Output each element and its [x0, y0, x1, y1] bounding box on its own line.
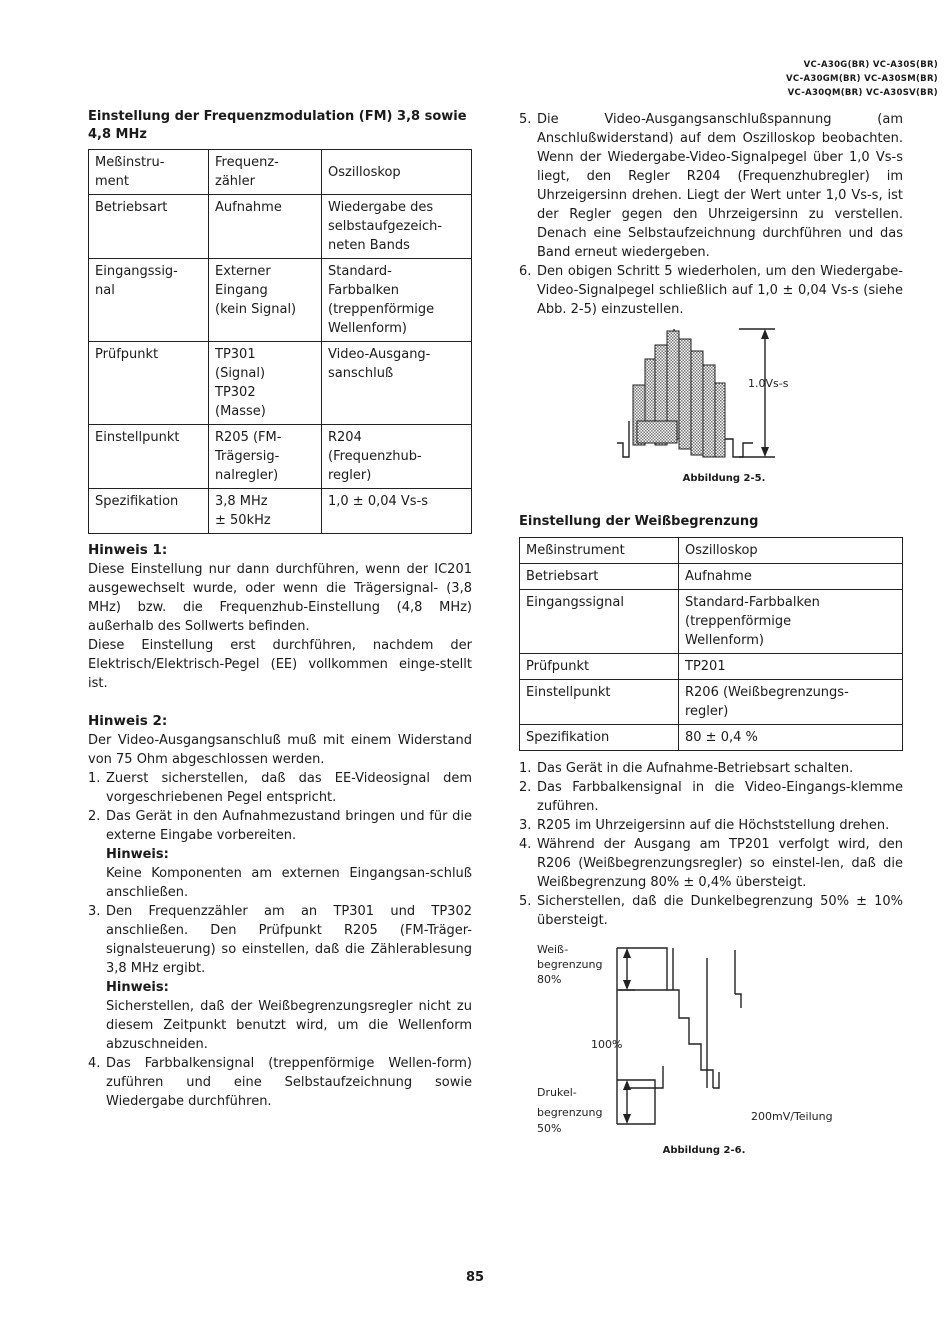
dark-clip-label: begrenzung — [537, 1106, 603, 1119]
dark-clip-label: Drukel- — [537, 1086, 577, 1099]
table-cell: R205 (FM- Trägersig- nalregler) — [209, 425, 322, 489]
step-text: Während der Ausgang am TP201 verfolgt wird, den R206 (Weißbegrenzungsregler) so einstel-len, daß die Weißbegrenzung 80% ± 0,4% übersteigt. — [537, 837, 903, 890]
table-cell: Spezifikation — [520, 725, 679, 751]
table-cell: Standard- Farbbalken (treppenförmige Wellenform) — [322, 259, 472, 342]
white-clip-heading: Einstellung der Weißbegrenzung — [519, 514, 759, 529]
list-item — [519, 262, 903, 319]
list-item — [519, 778, 903, 816]
step-note-text: Keine Komponenten am externen Eingangsan-schluß anschließen. — [106, 866, 472, 900]
page-number: 85 — [465, 1270, 485, 1285]
note1-paragraph: Diese Einstellung nur dann durchführen, wenn der IC201 ausgewechselt wurde, oder wenn die Trägersignal- (3,8 MHz) bzw. die Frequenzhub-Einstellung (4,8 MHz) außerhalb des Sollwerts befinden. — [88, 562, 472, 634]
fm-adjustment-heading: Einstellung der Frequenzmodulation (FM) 3,8 sowie 4,8 MHz — [88, 109, 467, 142]
note1-title: Hinweis 1: — [88, 542, 168, 558]
step-text: Den obigen Schritt 5 wiederholen, um den Wiedergabe-Video-Signalpegel schließlich auf 1,0 ± 0,04 Vs-s (siehe Abb. 2-5) einzustellen. — [537, 264, 903, 317]
table-row — [89, 259, 472, 342]
table-cell: Externer Eingang (kein Signal) — [209, 259, 322, 342]
table-cell: Betriebsart — [89, 195, 209, 259]
model-line: VC-A30G(BR) VC-A30S(BR) — [803, 60, 938, 70]
figure-2-5 — [519, 325, 903, 495]
list-item — [519, 835, 903, 892]
table-cell: Prüfpunkt — [89, 342, 209, 425]
right-column — [519, 110, 903, 1168]
white-clip-waveform — [519, 938, 903, 1153]
step-number: 5. — [519, 112, 532, 127]
amplitude-label: 1.0Vs-s — [748, 377, 789, 390]
step-number: 6. — [519, 264, 532, 279]
step-note-text: Sicherstellen, daß der Weißbegrenzungsregler nicht zu diesem Zeitpunkt benutzt wird, um die Wellenform abzuschneiden. — [106, 999, 472, 1052]
note1-paragraph: Diese Einstellung erst durchführen, nachdem der Elektrisch/Elektrisch-Pegel (EE) vollkommen einge-stellt ist. — [88, 638, 472, 691]
step-text: Sicherstellen, daß die Dunkelbegrenzung 50% ± 10% übersteigt. — [537, 894, 903, 928]
table-cell: Wiedergabe des selbstaufgezeich- neten Bands — [322, 195, 472, 259]
list-item — [88, 902, 472, 1054]
model-line: VC-A30QM(BR) VC-A30SV(BR) — [787, 88, 938, 98]
table-cell: Betriebsart — [520, 564, 679, 590]
step-text: Den Frequenzzähler am an TP301 und TP302 anschließen. Den Prüfpunkt R205 (FM-Träger-signalsteuerung) so einstellen, daß die Zählerablesung 3,8 MHz ergibt. — [106, 904, 472, 976]
table-cell: Aufnahme — [209, 195, 322, 259]
table-cell: Meßinstrument — [520, 538, 679, 564]
step-note-title: Hinweis: — [106, 980, 169, 995]
table-row — [520, 590, 903, 654]
list-item — [88, 807, 472, 902]
table-cell: Eingangssignal — [520, 590, 679, 654]
white-clip-label: 80% — [537, 973, 562, 986]
table-cell: Aufnahme — [679, 564, 903, 590]
white-clip-spec-table — [519, 537, 903, 751]
table-row — [520, 725, 903, 751]
table-row — [89, 425, 472, 489]
fm-spec-table — [88, 149, 472, 534]
white-clip-label: Weiß- — [537, 943, 569, 956]
table-cell: R204 (Frequenzhub- regler) — [322, 425, 472, 489]
figure-2-5-caption: Abbildung 2-5. — [682, 473, 766, 484]
table-cell: Meßinstru- ment — [89, 150, 209, 195]
table-cell: R206 (Weißbegrenzungs- regler) — [679, 680, 903, 725]
table-cell: TP201 — [679, 654, 903, 680]
step-text: Die Video-Ausgangsanschlußspannung (am Anschlußwiderstand) auf dem Oszilloskop beobachten. Wenn der Wiedergabe-Video-Signalpegel über 1,0 Vs-s liegt, den Regler R204 (Frequenzhubregler) im Uhrzeigersinn drehen. Liegt der Wert unter 1,0 Vs-s, ist der Regler gegen den Uhrzeigersinn zu verstellen. Denach eine Selbstaufzeichnung durchführen und das Band erneut wiedergeben. — [537, 112, 903, 260]
table-cell: 80 ± 0,4 % — [679, 725, 903, 751]
table-row — [520, 654, 903, 680]
note2-paragraph: Der Video-Ausgangsanschluß muß mit einem Widerstand von 75 Ohm abgeschlossen werden. — [88, 733, 472, 767]
step-text: R205 im Uhrzeigersinn auf die Höchststellung drehen. — [537, 818, 890, 833]
figure-2-6 — [519, 938, 903, 1168]
step-number: 5. — [519, 894, 532, 909]
table-row — [89, 342, 472, 425]
list-item — [88, 1054, 472, 1111]
left-column — [88, 108, 472, 1111]
table-cell: TP301 (Signal) TP302 (Masse) — [209, 342, 322, 425]
white-clip-label: begrenzung — [537, 958, 603, 971]
figure-2-6-caption: Abbildung 2-6. — [662, 1145, 746, 1156]
table-cell: Standard-Farbbalken (treppenförmige Wellenform) — [679, 590, 903, 654]
table-row — [89, 489, 472, 534]
table-cell: Einstellpunkt — [520, 680, 679, 725]
list-item — [519, 759, 903, 778]
step-text: Das Farbbalkensignal (treppenförmige Wellen-form) zuführen und eine Selbstaufzeichnung sowie Wiedergabe durchführen. — [106, 1056, 472, 1109]
table-cell: Frequenz- zähler — [209, 150, 322, 195]
level-100-label: 100% — [591, 1038, 623, 1051]
step-number: 3. — [88, 904, 101, 919]
list-item — [519, 892, 903, 930]
step-note-title: Hinweis: — [106, 847, 169, 862]
model-line: VC-A30GM(BR) VC-A30SM(BR) — [786, 74, 938, 84]
table-row — [89, 150, 472, 195]
table-cell: Oszilloskop — [322, 150, 472, 195]
step-number: 4. — [88, 1056, 101, 1071]
step-number: 4. — [519, 837, 532, 852]
table-cell: Einstellpunkt — [89, 425, 209, 489]
step-text: Zuerst sicherstellen, daß das EE-Videosignal dem vorgeschriebenen Pegel entspricht. — [106, 771, 472, 805]
table-row — [520, 564, 903, 590]
list-item — [88, 769, 472, 807]
fm-steps-list — [88, 769, 472, 1111]
table-cell: Oszilloskop — [679, 538, 903, 564]
step-number: 1. — [88, 771, 101, 786]
table-cell: 3,8 MHz ± 50kHz — [209, 489, 322, 534]
step-number: 2. — [88, 809, 101, 824]
step-text: Das Gerät in den Aufnahmezustand bringen und für die externe Eingabe vorbereiten. — [106, 809, 472, 843]
scale-label: 200mV/Teilung — [751, 1110, 833, 1123]
staircase-bars — [633, 331, 725, 457]
step-number: 1. — [519, 761, 532, 776]
white-clip-steps-list — [519, 759, 903, 930]
step-number: 3. — [519, 818, 532, 833]
step-text: Das Farbbalkensignal in die Video-Eingangs-klemme zuführen. — [537, 780, 903, 814]
table-cell: Prüfpunkt — [520, 654, 679, 680]
dark-clip-label: 50% — [537, 1122, 562, 1135]
step-number: 2. — [519, 780, 532, 795]
table-cell: Spezifikation — [89, 489, 209, 534]
table-cell: Eingangssig- nal — [89, 259, 209, 342]
table-row — [89, 195, 472, 259]
list-item — [519, 816, 903, 835]
table-row — [520, 538, 903, 564]
note2-title: Hinweis 2: — [88, 713, 168, 729]
table-cell: 1,0 ± 0,04 Vs-s — [322, 489, 472, 534]
table-row — [520, 680, 903, 725]
list-item — [519, 110, 903, 262]
video-signal-waveform — [519, 325, 903, 485]
step-text: Das Gerät in die Aufnahme-Betriebsart schalten. — [537, 761, 854, 776]
model-numbers — [786, 58, 938, 100]
table-cell: Video-Ausgang- sanschluß — [322, 342, 472, 425]
fm-steps-continued — [519, 110, 903, 319]
